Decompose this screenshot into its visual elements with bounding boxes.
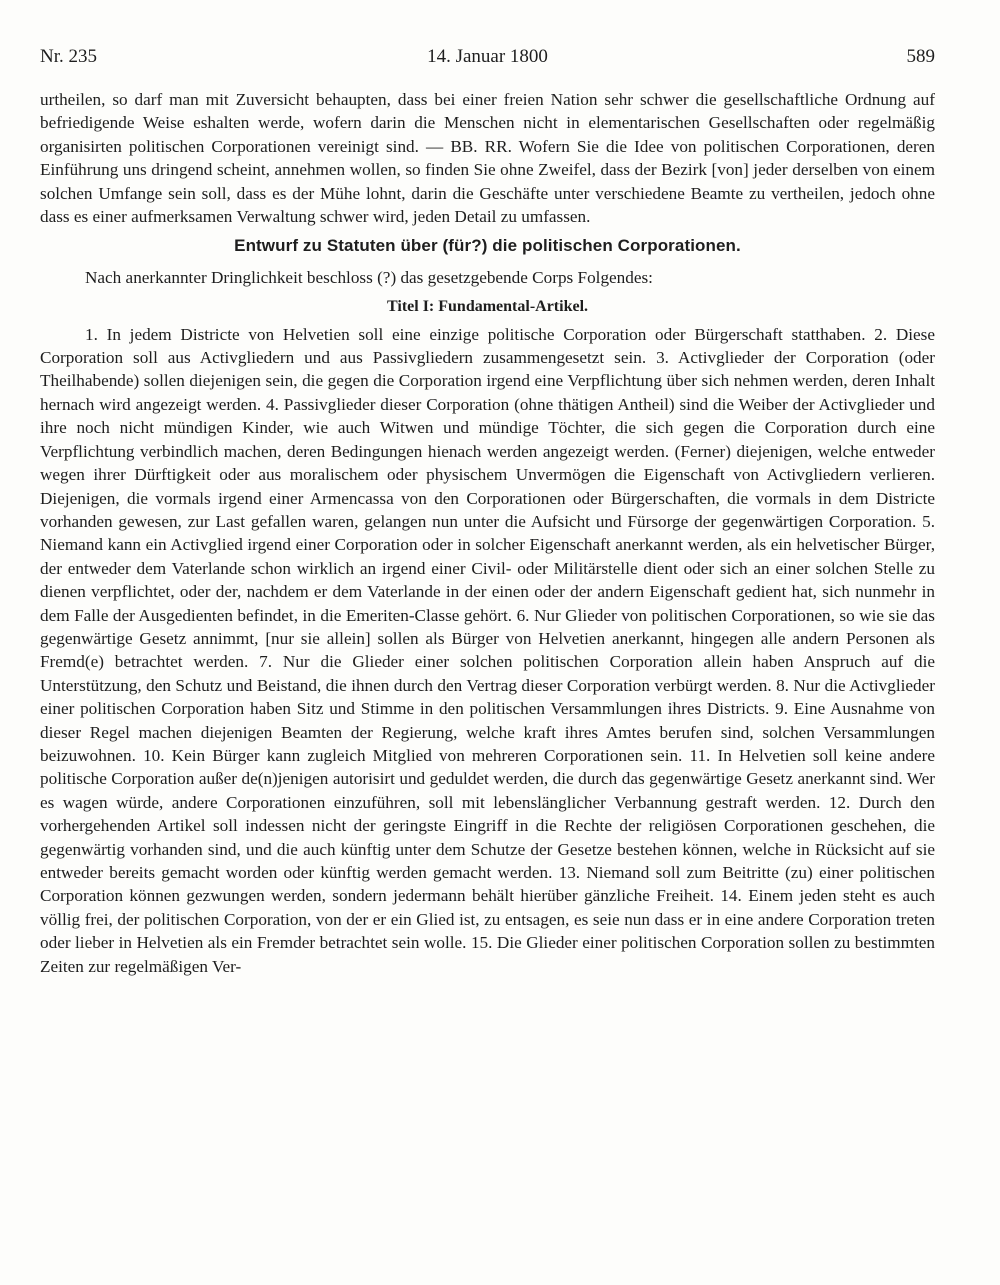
running-header xyxy=(40,46,935,72)
section-heading: Entwurf zu Statuten über (für?) die politischen Corporationen. xyxy=(234,236,741,256)
page-number: 589 xyxy=(906,46,935,67)
body-text xyxy=(40,88,935,978)
articles-paragraph: 1. In jedem Districte von Helvetien soll eine einzige politische Corporation oder Bürgerschaft statthaben. 2. Diese Corporation soll aus Activgliedern und aus Passivgliedern zusammengesetzt sein. 3. Activglieder der Corporation (oder Theilhabende) sollen diejenigen sein, die gegen die Corporation irgend eine Verpflichtung über sich nehmen werden, deren Inhalt hernach wird angezeigt werden. 4. Passivglieder dieser Corporation (ohne thätigen Antheil) sind die Weiber der Activglieder und ihre noch nicht mündigen Kinder, wie auch Witwen und mündige Töchter, die sich gegen die Corporation durch eine Verpflichtung verbindlich machen, deren Bedingungen hienach werden angezeigt werden. (Ferner) diejenigen, welche entweder wegen ihrer Dürftigkeit oder aus moralischem oder physischem Unvermögen die Eigenschaft von Activgliedern verlieren. Diejenigen, die vormals irgend einer Armencassa von den Corporationen oder Bürgerschaften, die vormals in dem Districte vorhanden gewesen, zur Last gefallen waren, gelangen nun unter die Aufsicht und Fürsorge der gegenwärtigen Corporation. 5. Niemand kann ein Activglied irgend einer Corporation oder in solcher Eigenschaft anerkannt werden, als ein helvetischer Bürger, der entweder dem Vaterlande schon wirklich an irgend einer Civil- oder Militärstelle dient oder sich an einer solchen Stelle zu dienen verpflichtet, oder der, nachdem er dem Vaterlande in der einen oder der andern Eigenschaft gedient hat, sich nunmehr in dem Falle der Ausgedienten befindet, in die Emeriten-Classe gehört. 6. Nur Glieder von politischen Corporationen, so wie sie das gegenwärtige Gesetz annimmt, [nur sie allein] sollen als Bürger von Helvetien anerkannt, hingegen alle andern Personen als Fremd(e) betrachtet werden. 7. Nur die Glieder einer solchen politischen Corporation allein haben Anspruch auf die Unterstützung, den Schutz und Beistand, die ihnen durch den Vertrag dieser Corporation verbürgt werden. 8. Nur die Activglieder einer politischen Corporation haben Sitz und Stimme in den politischen Versammlungen ihres Districts. 9. Eine Ausnahme von dieser Regel machen diejenigen Beamten der Regierung, welche kraft ihres Amtes berufen sind, solchen Versammlungen beizuwohnen. 10. Kein Bürger kann zugleich Mitglied von mehreren Corporationen sein. 11. In Helvetien soll keine andere politische Corporation außer de(n)jenigen autorisirt und geduldet werden, die durch das gegenwärtige Gesetz anerkannt sind. Wer es wagen würde, andere Corporationen einzuführen, soll mit lebenslänglicher Verbannung gestraft werden. 12. Durch den vorhergehenden Artikel soll indessen nicht der geringste Eingriff in die Rechte der religiösen Corporationen geschehen, die gegenwärtig vorhanden sind, und die auch künftig unter dem Schutze der Gesetze bestehen können, welche in Rücksicht auf sie entweder bereits gemacht worden oder künftig werden gemacht werden. 13. Niemand soll zum Beitritte (zu) einer politischen Corporation können gezwungen werden, sondern jedermann behält hierüber gänzliche Freiheit. 14. Einem jeden steht es auch völlig frei, der politischen Corporation, von der er ein Glied ist, zu entsagen, es seie nun dass er in eine andere Corporation treten oder lieber in Helvetien als ein Fremder betrachtet sein wolle. 15. Die Glieder einer politischen Corporation sollen zu bestimmten Zeiten zur regelmäßigen Ver- xyxy=(40,324,935,976)
intro-paragraph: urtheilen, so darf man mit Zuversicht behaupten, dass bei einer freien Nation sehr schwer die gesellschaftliche Ordnung auf befriedigende Weise eshalten werde, wofern darin die Menschen nicht in elementarischen Gesellschaften oder regelmäßig organisirten politischen Corporationen vereinigt sind. — BB. RR. Wofern Sie die Idee von politischen Corporationen, deren Einführung uns dringend scheint, annehmen wollen, so finden Sie ohne Zweifel, dass der Bezirk [von] jeder derselben von einem solchen Umfange sein soll, dass es der Mühe lohnt, darin die Geschäfte unter verschiedene Beamte zu vertheilen, jedoch ohne dass es einer aufmerksamen Verwaltung schwer wird, jeden Detail zu umfassen. xyxy=(40,90,935,227)
title-heading: Titel I: Fundamental-Artikel. xyxy=(386,298,589,316)
document-number: Nr. 235 xyxy=(40,46,97,67)
resolution-paragraph: Nach anerkannter Dringlichkeit beschloss (?) das gesetzgebende Corps Folgendes: xyxy=(85,267,653,287)
header-date: 14. Januar 1800 xyxy=(427,46,548,67)
